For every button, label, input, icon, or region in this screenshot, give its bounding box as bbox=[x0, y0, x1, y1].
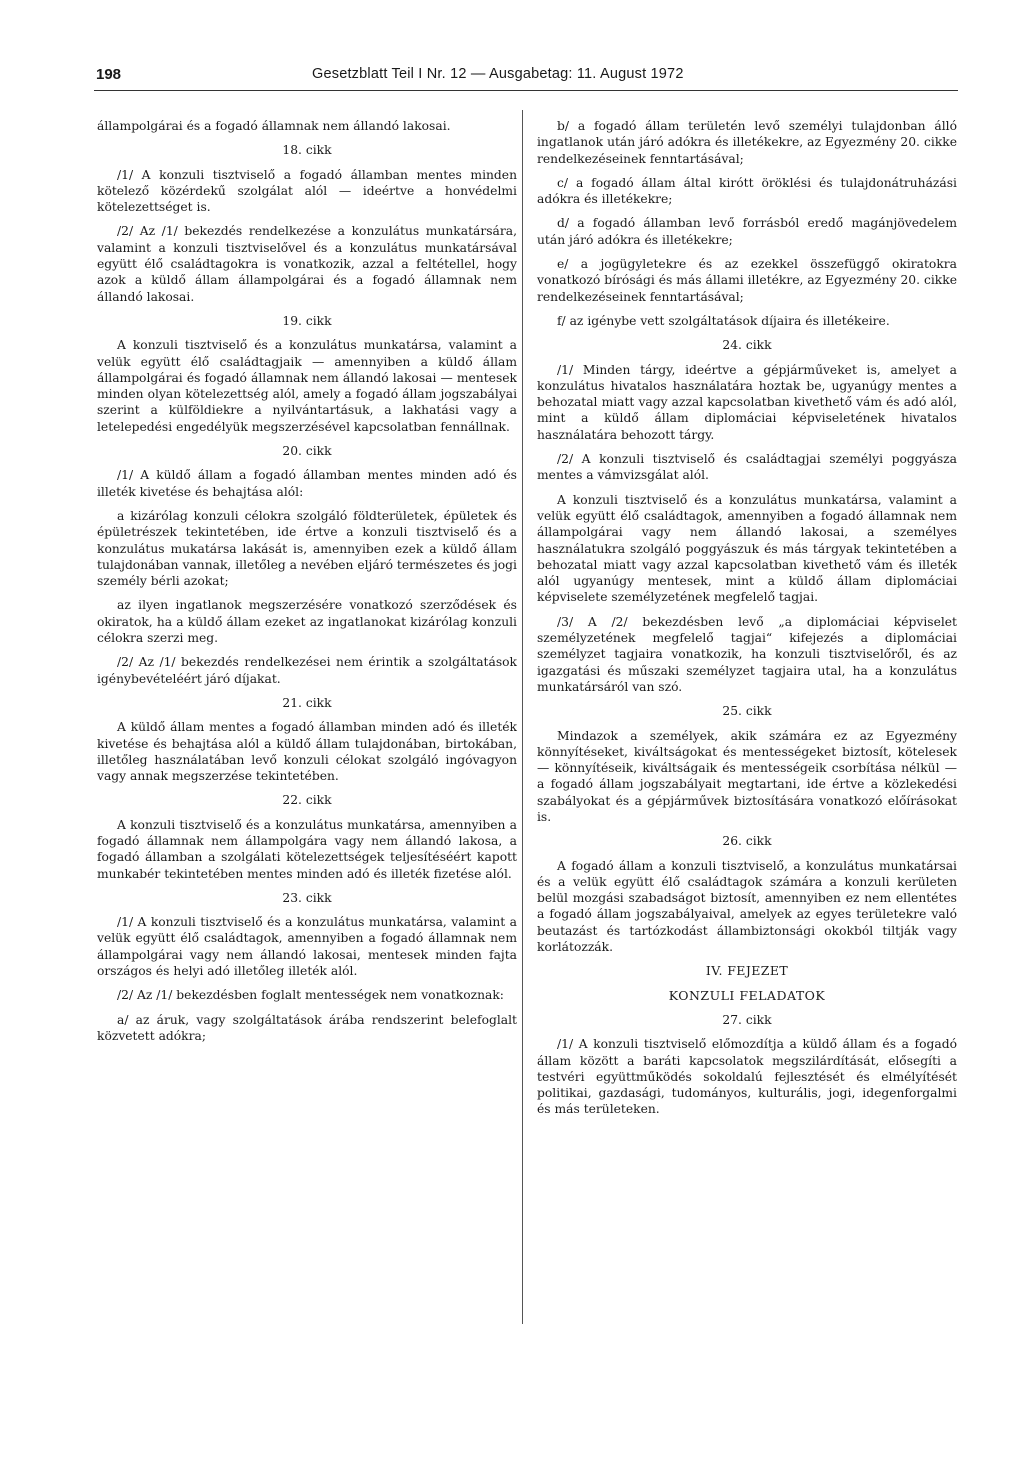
paragraph: /3/ A /2/ bekezdésben levő „a diplomáciai képviselet személyzetének megfelelő tagjai“ kifejezés a diplomáciai személyzet tagjaira vonatkozik, ha konzuli tisztviselőről, és az igazgatási és műszaki személyzet tagjaira utal, ha a konzulátus munkatársáról van szó. bbox=[537, 614, 957, 694]
article-heading: 26. cikk bbox=[722, 834, 772, 849]
article-heading: 24. cikk bbox=[722, 338, 772, 353]
paragraph: a kizárólag konzuli célokra szolgáló földterületek, épületek és épületrészek tekintetében, ide értve a konzuli tisztviselő és a konzulátus mukatársa lakását is, amennyiben ezek a küldő állam tulajdonában vannak, illetőleg a nevében eljáró természetes és jogi személy bérli azokat; bbox=[97, 508, 517, 589]
paragraph: /2/ Az /1/ bekezdés rendelkezése a konzulátus munkatársára, valamint a konzuli tisztviselővel és a konzulátus munkatársával együtt élő családtagokra is vonatkozik, azzal a feltétellel, hogy azok a küldő állam állampolgárai és a fogadó államnak nem állandó lakosai. bbox=[97, 224, 517, 304]
page-number: 198 bbox=[96, 66, 122, 83]
paragraph: a/ az áruk, vagy szolgáltatások árába rendszerint belefoglalt közvetett adókra; bbox=[97, 1012, 517, 1043]
gazette-title: Gesetzblatt Teil I Nr. 12 — Ausgabetag: 11. August 1972 bbox=[312, 66, 684, 82]
page-header bbox=[94, 62, 958, 91]
paragraph: /1/ A küldő állam a fogadó államban mentes minden adó és illeték kivetése és behajtása alól: bbox=[97, 468, 517, 499]
paragraph: /2/ Az /1/ bekezdésben foglalt mentességek nem vonatkoznak: bbox=[117, 988, 504, 1003]
paragraph: A konzuli tisztviselő és a konzulátus munkatársa, valamint a velük együtt élő családtagok, amennyiben a fogadó államnak nem állampolgárai vagy nem állandó lakosai, a személyes használatukra szolgáló poggyászuk és más tárgyak tekintetében a behozatal miatt vagy azzal kapcsolatban kivethető vám és illeték alól ugyanúgy mentesek, mint a küldő állam diplomáciai képviselete személyzetének megfelelő tagjai. bbox=[537, 492, 957, 605]
article-heading: 23. cikk bbox=[282, 890, 332, 905]
paragraph: c/ a fogadó állam által kirótt öröklési és tulajdonátruházási adókra és illetékekre; bbox=[537, 175, 957, 207]
article-heading: 19. cikk bbox=[282, 313, 332, 328]
article-heading: 25. cikk bbox=[722, 704, 772, 719]
paragraph: A konzuli tisztviselő és a konzulátus munkatársa, amennyiben a fogadó államnak nem állampolgára vagy nem állandó lakosa, a fogadó államban a szolgálati kötelezettségek teljesítéséért kapott munkabér tekintetében mentes minden adó és illeték fizetése alól. bbox=[97, 817, 517, 881]
paragraph: A fogadó állam a konzuli tisztviselő, a konzulátus munkatársai és a velük együtt élő családtagok számára a konzuli kerületen belül mozgási szabadságot biztosít, amennyiben ez nem ellentétes a fogadó állam jogszabályaival, amelyek az egyes területekre való beutazást és tartózkodást állambiztonsági okokból tiltják vagy korlátozzák. bbox=[537, 858, 957, 955]
paragraph: d/ a fogadó államban levő forrásból eredő magánjövedelem után járó adókra és illetékekre; bbox=[537, 216, 957, 247]
paragraph: b/ a fogadó állam területén levő személyi tulajdonban álló ingatlanok után járó adókra és illetékekre, az Egyezmény 20. cikke rendelkezéseinek fenntartásával; bbox=[537, 119, 957, 166]
paragraph: /1/ Minden tárgy, ideértve a gépjárműveket is, amelyet a konzulátus hivatalos használatára hoztak be, ugyanúgy mentes a behozatal miatt vagy azzal kapcsolatban kivethető vám és adó alól, mint a küldő állam diplomáciai képviseletének hivatalos használatára behozott tárgy. bbox=[537, 362, 957, 442]
paragraph: f/ az igénybe vett szolgáltatások díjaira és illetékeire. bbox=[557, 313, 890, 328]
paragraph: A küldő állam mentes a fogadó államban minden adó és illeték kivetése és behajtása alól a küldő állam tulajdonában, birtokában, illetőleg használatában levő konzuli célokat szolgáló ingóvagyon vagy annak megszerzése tekintetében. bbox=[97, 720, 517, 784]
paragraph: A konzuli tisztviselő és a konzulátus munkatársa, valamint a velük együtt élő családtagjaik — amennyiben a küldő állam állampolgárai és fogadó államnak nem állandó lakosai — mentesek minden olyan kötelezettség alól, amely a fogadó állam jogszabályai szerint a külföldiekre a nyilvántartásuk, a lakhatási vagy a letelepedési engedélyük megszerzésével kapcsolatban fennállnak. bbox=[97, 338, 517, 434]
article-heading: 27. cikk bbox=[722, 1012, 772, 1027]
paragraph: Mindazok a személyek, akik számára ez az Egyezmény könnyítéseket, kiváltságokat és mentességeket biztosít, kötelesek — könnyítéseik, kiváltságaik és mentességeik csorbítása nélkül — a fogadó állam jogszabályait megtartani, ide értve a közlekedési szabályokat és a gépjárművek biztosítására vonatkozó előírásokat is. bbox=[537, 728, 957, 824]
paragraph: e/ a jogügyletekre és az ezekkel összefüggő okiratokra vonatkozó bírósági és más állami illetékre, az Egyezmény 20. cikke rendelkezéseinek fenntartásával; bbox=[537, 257, 957, 304]
column-divider bbox=[522, 110, 523, 1324]
article-heading: 20. cikk bbox=[282, 444, 332, 459]
paragraph: /1/ A konzuli tisztviselő előmozdítja a küldő állam és a fogadó állam között a baráti kapcsolatok megszilárdítását, elősegíti a testvéri együttműködés sokoldalú fejlesztését és elmélyítését politikai, gazdasági, tudományos, kulturális, jogi, idegenforgalmi és más területeken. bbox=[537, 1037, 957, 1117]
paragraph: /2/ A konzuli tisztviselő és családtagjai személyi poggyásza mentes a vámvizsgálat alól. bbox=[537, 452, 957, 483]
paragraph: az ilyen ingatlanok megszerzésére vonatkozó szerződések és okiratok, ha a küldő állam ezeket az ingatlanokat kizárólag konzuli célokra szerzi meg. bbox=[97, 598, 517, 646]
article-heading: 18. cikk bbox=[282, 143, 332, 158]
left-column bbox=[97, 118, 517, 1052]
paragraph: állampolgárai és a fogadó államnak nem állandó lakosai. bbox=[97, 119, 451, 133]
chapter-title: KONZULI FELADATOK bbox=[668, 987, 826, 1003]
paragraph: /2/ Az /1/ bekezdés rendelkezései nem érintik a szolgáltatások igénybevételéért járó díjakat. bbox=[97, 655, 517, 686]
chapter-number: IV. FEJEZET bbox=[705, 963, 789, 979]
right-column bbox=[537, 118, 957, 1126]
paragraph: /1/ A konzuli tisztviselő és a konzulátus munkatársa, valamint a velük együtt élő családtagok, amennyiben a fogadó államnak nem állampolgárai vagy nem állandó lakosai, mentesek minden fajta országos és helyi adó illetőleg illeték alól. bbox=[97, 915, 517, 979]
article-heading: 22. cikk bbox=[282, 793, 332, 808]
paragraph: /1/ A konzuli tisztviselő a fogadó államban mentes minden kötelező közérdekű szolgálat alól — ideértve a honvédelmi kötelezettséget is. bbox=[97, 167, 517, 215]
article-heading: 21. cikk bbox=[282, 695, 332, 710]
